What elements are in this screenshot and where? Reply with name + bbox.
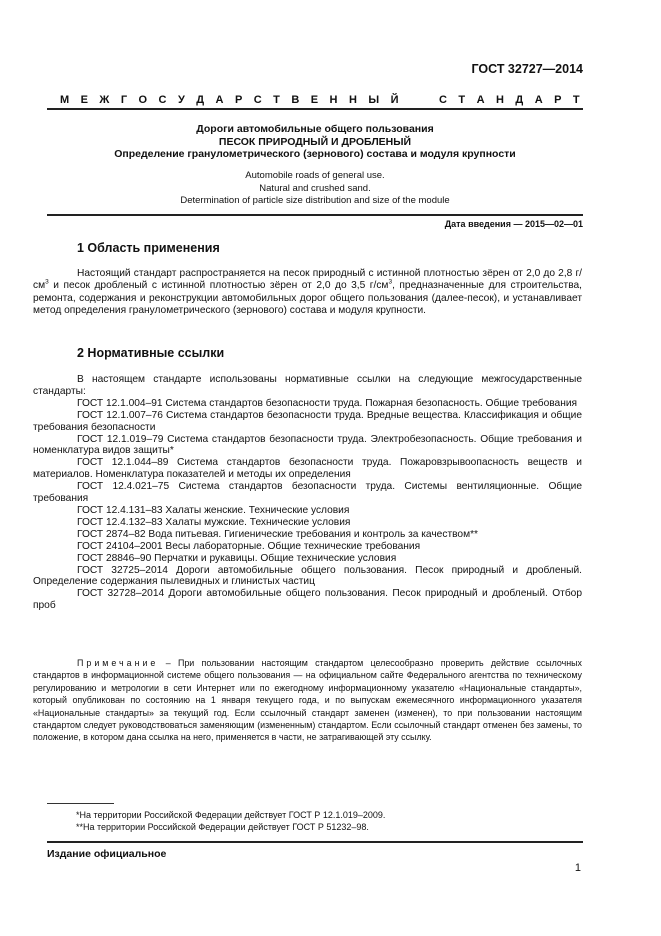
title-line-2: ПЕСОК ПРИРОДНЫЙ И ДРОБЛЕНЫЙ <box>218 135 412 148</box>
reference-item: ГОСТ 32725–2014 Дороги автомобильные общего пользования. Песок природный и дробленый. Определение содержания пылевидных и глинистых частиц <box>33 564 582 588</box>
banner-letter: Д <box>515 94 524 106</box>
scope-text-c: , предназначенные для строительства, ремонта, содержания и реконструкции автомобильных дорог общего пользования (далее-песок), и устанавливает метод определения гранулометрического (зернового) состава и модуля крупности. <box>33 280 582 316</box>
banner-letter: Т <box>458 94 466 106</box>
english-title-line-2: Natural and crushed sand. <box>259 182 371 194</box>
banner-letter: В <box>291 94 300 106</box>
banner-letter: Н <box>329 94 338 106</box>
reference-item: ГОСТ 12.1.044–89 Система стандартов безопасности труда. Пожаровзрывоопасность веществ и материалов. Номенклатура показателей и методы их определения <box>33 457 582 481</box>
normative-references <box>33 374 582 612</box>
banner-letter: О <box>138 94 148 106</box>
banner-letter <box>410 94 413 106</box>
reference-item: ГОСТ 12.4.132–83 Халаты мужские. Технические условия <box>77 516 351 528</box>
header-rule <box>47 108 583 110</box>
banner-letter: Т <box>572 94 580 106</box>
russian-title <box>47 123 583 161</box>
references-list <box>33 398 582 612</box>
document-code: ГОСТ 32727—2014 <box>471 62 583 76</box>
reference-item: ГОСТ 32728–2014 Дороги автомобильные общего пользования. Песок природный и дробленый. Отбор проб <box>33 588 582 612</box>
footnote-2: **На территории Российской Федерации действует ГОСТ Р 51232–98. <box>76 822 369 832</box>
banner-letter: Е <box>80 94 88 106</box>
introduction-date: Дата введения — 2015—02—01 <box>444 219 583 229</box>
reference-item: ГОСТ 2874–82 Вода питьевая. Гигиенические требования и контроль за качеством** <box>77 528 479 540</box>
english-title-line-1: Automobile roads of general use. <box>245 170 385 181</box>
section-2-heading: 2 Нормативные ссылки <box>77 346 225 360</box>
banner-letter: С <box>438 94 447 106</box>
page-number: 1 <box>574 862 581 874</box>
scope-text-a: Настоящий стандарт распространяется на песок природный с истинной плотностью зёрен от 2,0 до 2,8 г/см <box>33 268 582 292</box>
banner-letter: А <box>215 94 224 106</box>
banner-letter: Н <box>495 94 504 106</box>
banner-letter: Р <box>234 94 243 106</box>
banner-letter: Н <box>348 94 357 106</box>
title-line-1: Дороги автомобильные общего пользования <box>196 123 434 135</box>
banner-letter <box>424 94 427 106</box>
title-rule <box>47 214 583 216</box>
scope-text-b: и песок дробленый с истинной плотностью зёрен от 2,0 до 3,5 г/см <box>48 280 389 292</box>
banner-letter: Р <box>554 94 562 106</box>
banner-letter: Е <box>310 94 319 106</box>
note-text: – При пользовании настоящим стандартом целесообразно проверить действие ссылочных стандартов в информационной системе общего пользования — на официальном сайте Федерального агентства по техническому регулированию и метрологии в сети Интернет или по ежегодному информационному указателю «Национальные стандарты», который опубликован по состоянию на 1 января текущего года, и по выпускам ежемесячного информационного указателя «Национальные стандарты» за текущий год. Если ссылочный стандарт заменен (изменен), то при пользовании настоящим стандартом следует руководствоваться заменяющим (измененным) стандартом. Если ссылочный стандарт отменен без замены, то положение, в котором дана ссылка на него, применяется в части, не затрагивающей эту ссылку. <box>33 658 582 743</box>
footnote-1: *На территории Российской Федерации действует ГОСТ Р 12.1.019–2009. <box>76 810 386 820</box>
banner-letter: Т <box>273 94 280 106</box>
reference-item: ГОСТ 12.1.019–79 Система стандартов безопасности труда. Электробезопасность. Общие требования и номенклатура видов защиты* <box>33 433 582 457</box>
english-title-line-3: Determination of particle size distribution and size of the module <box>180 195 450 206</box>
banner-letter: С <box>158 94 167 106</box>
footnote-separator <box>47 803 114 804</box>
banner-letter: А <box>534 94 543 106</box>
banner-letter: М <box>60 94 70 106</box>
banner-letter: Й <box>390 94 399 106</box>
reference-item: ГОСТ 28846–90 Перчатки и рукавицы. Общие технические условия <box>77 552 397 564</box>
references-intro: В настоящем стандарте использованы нормативные ссылки на следующие межгосударственные стандарты: <box>33 374 582 397</box>
banner-letter: Ж <box>99 94 110 106</box>
english-title <box>47 170 583 208</box>
banner-letter: С <box>253 94 262 106</box>
banner-letter: Ы <box>368 94 380 106</box>
section-1-heading: 1 Область применения <box>77 241 220 255</box>
title-line-3: Определение гранулометрического (зернового) состава и модуля крупности <box>114 148 516 160</box>
banner-letter: Д <box>196 94 205 106</box>
superscript: 3 <box>388 278 393 286</box>
banner-letter: У <box>177 94 185 106</box>
footer-rule <box>47 841 583 843</box>
official-edition-label: Издание официальное <box>47 848 167 860</box>
banner-letter: Г <box>120 94 128 106</box>
banner-letter: А <box>476 94 485 106</box>
interstate-standard-banner <box>60 94 580 106</box>
reference-item: ГОСТ 24104–2001 Весы лабораторные. Общие технические требования <box>77 540 421 552</box>
section-1-body <box>33 268 582 317</box>
superscript: 3 <box>45 278 49 286</box>
reference-item: ГОСТ 12.4.021–75 Система стандартов безопасности труда. Системы вентиляционные. Общие требования <box>33 481 582 505</box>
reference-item: ГОСТ 12.4.131–83 Халаты женские. Технические условия <box>77 504 350 516</box>
reference-item: ГОСТ 12.1.007–76 Система стандартов безопасности труда. Вредные вещества. Классификация и общие требования безопасности <box>33 409 582 433</box>
note-label: Примечание <box>77 658 159 668</box>
note-block <box>33 657 582 744</box>
reference-item: ГОСТ 12.1.004–91 Система стандартов безопасности труда. Пожарная безопасность. Общие требования <box>77 397 578 409</box>
